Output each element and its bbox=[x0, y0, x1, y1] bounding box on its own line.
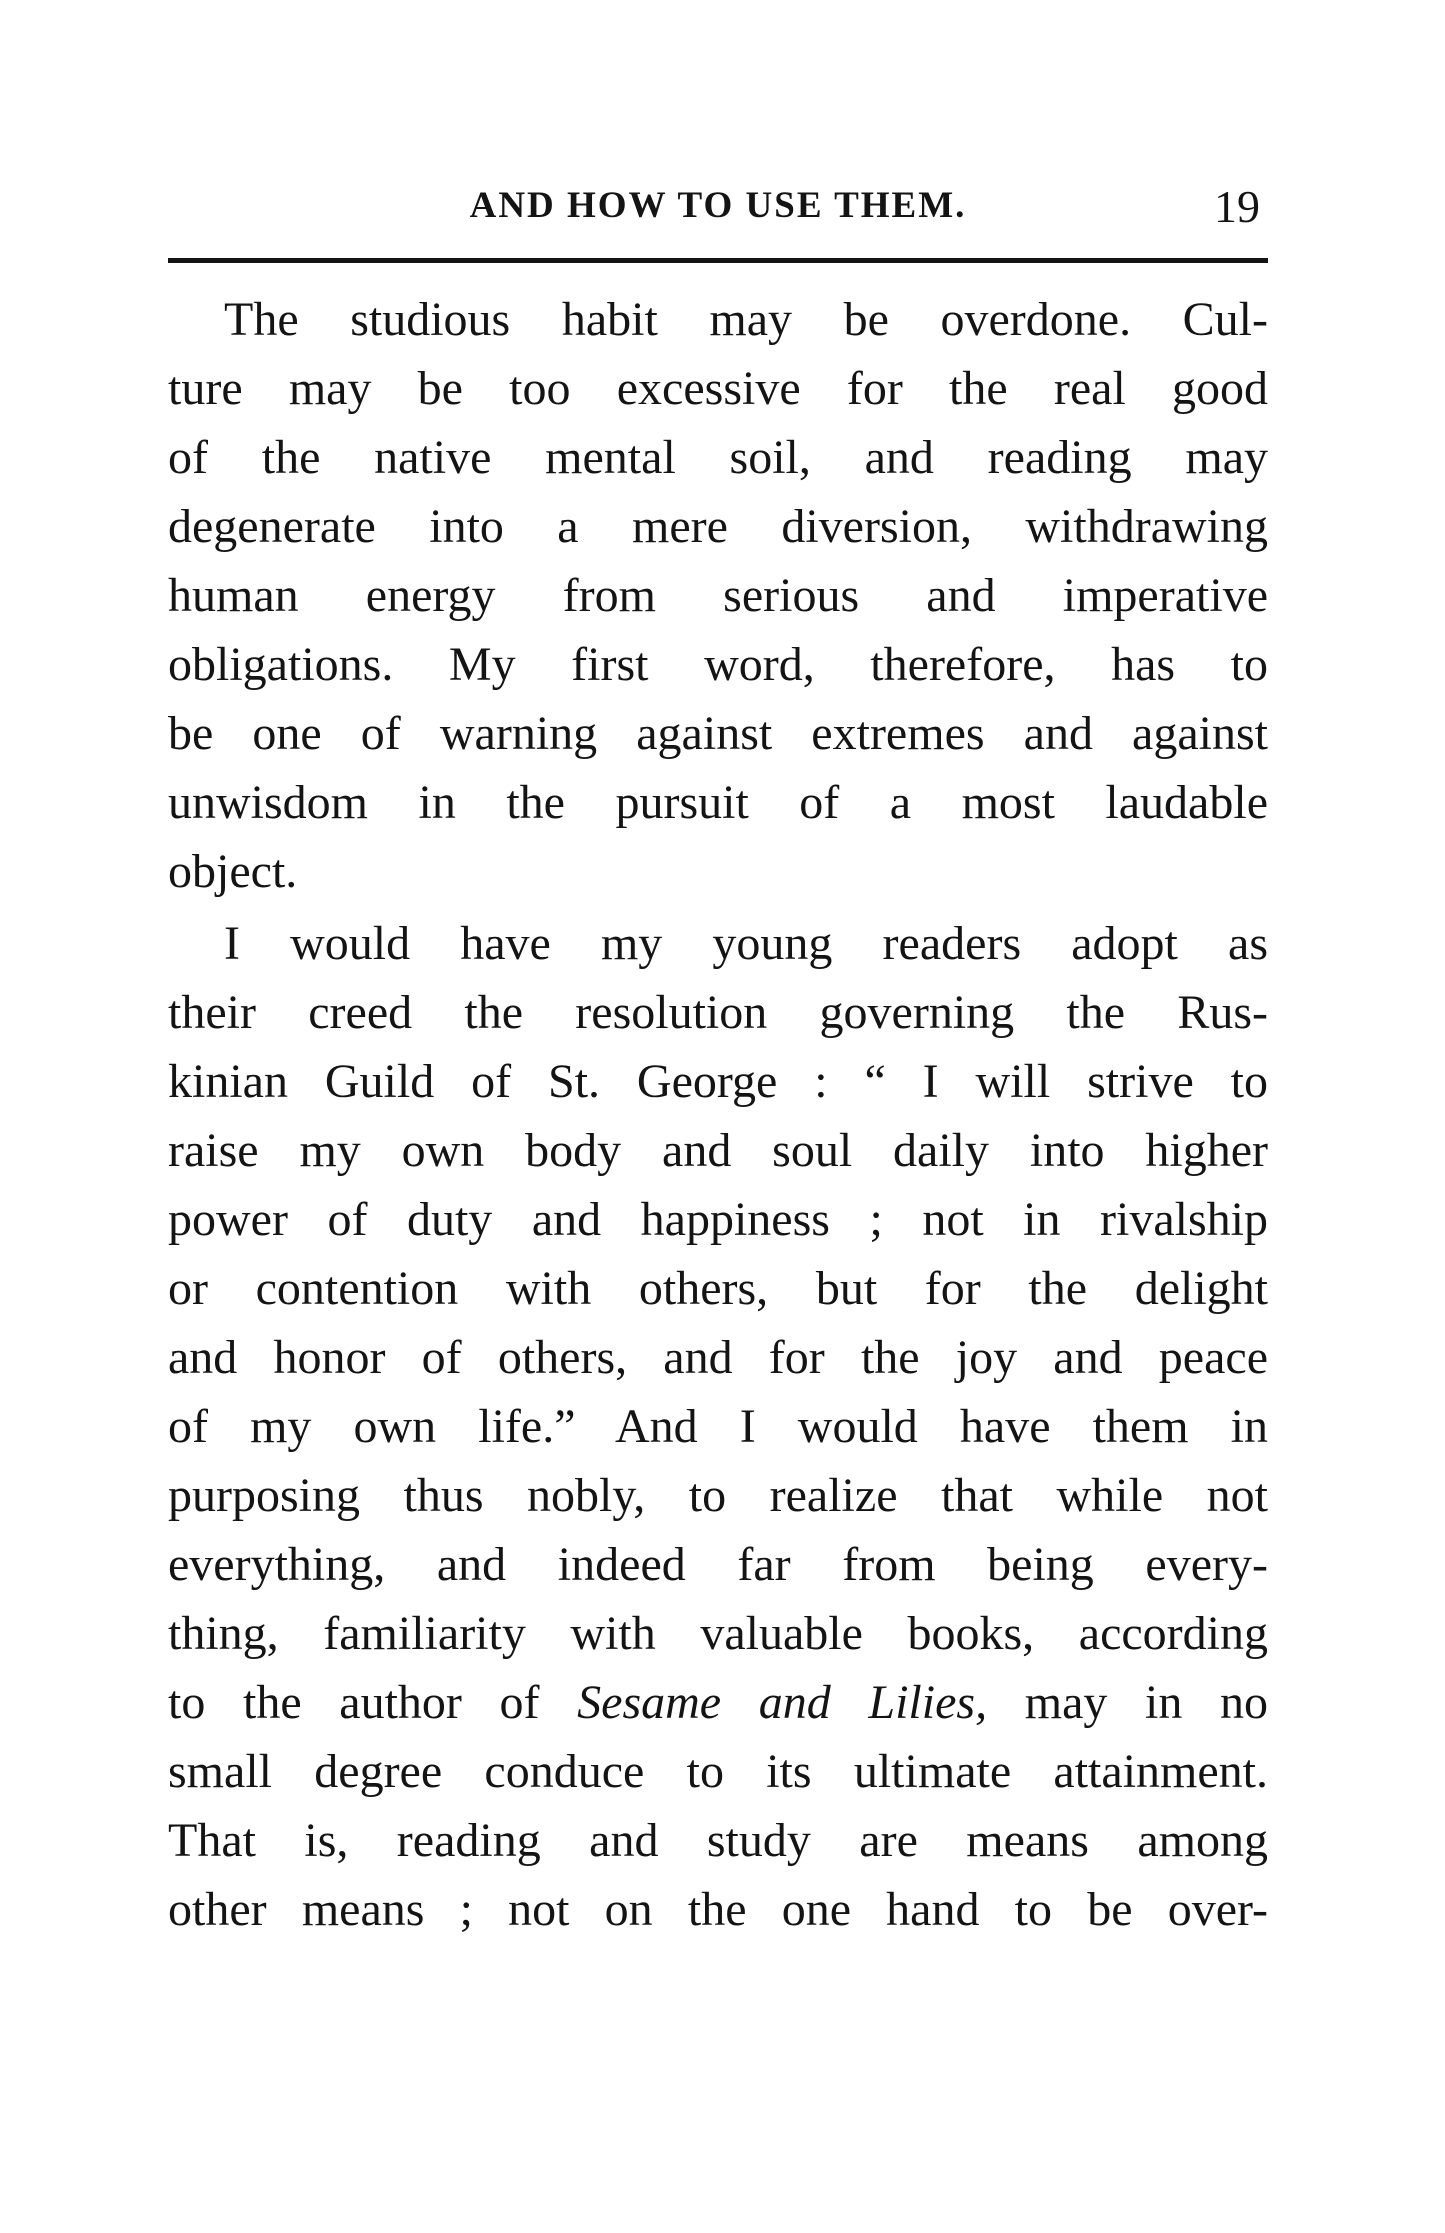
text-line: The studious habit may be overdone. Cul- bbox=[224, 293, 1268, 346]
paragraph-1 bbox=[168, 285, 1268, 906]
text-line: object. bbox=[168, 845, 298, 898]
text-line: degenerate into a mere diversion, withdrawing bbox=[168, 500, 1268, 553]
paragraph-2 bbox=[168, 909, 1268, 1944]
text-line: That is, reading and study are means among bbox=[168, 1814, 1268, 1867]
text-line: be one of warning against extremes and against bbox=[168, 707, 1268, 760]
line-segment: to the author of bbox=[168, 1676, 578, 1729]
text-line: small degree conduce to its ultimate attainment. bbox=[168, 1745, 1268, 1798]
text-line: purposing thus nobly, to realize that while not bbox=[168, 1469, 1268, 1522]
text-line: of the native mental soil, and reading may bbox=[168, 431, 1268, 484]
text-line-with-title bbox=[168, 1668, 1268, 1737]
header-rule bbox=[168, 258, 1268, 263]
text-line: everything, and indeed far from being every- bbox=[168, 1538, 1268, 1591]
body-text bbox=[168, 285, 1268, 1944]
text-line: obligations. My first word, therefore, has to bbox=[168, 638, 1268, 691]
text-line: of my own life.” And I would have them in bbox=[168, 1400, 1268, 1453]
text-line: human energy from serious and imperative bbox=[168, 569, 1268, 622]
running-title: AND HOW TO USE THEM. bbox=[469, 185, 967, 226]
text-line: or contention with others, but for the delight bbox=[168, 1262, 1268, 1315]
text-line: their creed the resolution governing the Rus- bbox=[168, 986, 1268, 1039]
text-line: and honor of others, and for the joy and peace bbox=[168, 1331, 1268, 1384]
book-title: Sesame and Lilies, bbox=[577, 1676, 988, 1729]
text-line: I would have my young readers adopt as bbox=[224, 917, 1268, 970]
text-line: ture may be too excessive for the real good bbox=[168, 362, 1268, 415]
running-head bbox=[168, 178, 1268, 238]
page-number: 19 bbox=[1214, 181, 1260, 232]
text-line: thing, familiarity with valuable books, according bbox=[168, 1607, 1268, 1660]
text-line: raise my own body and soul daily into higher bbox=[168, 1124, 1268, 1177]
text-line: other means ; not on the one hand to be over- bbox=[168, 1883, 1268, 1936]
text-line: power of duty and happiness ; not in rivalship bbox=[168, 1193, 1268, 1246]
text-line: unwisdom in the pursuit of a most laudable bbox=[168, 776, 1268, 829]
line-segment: may in no bbox=[987, 1676, 1268, 1729]
text-line: kinian Guild of St. George : “ I will strive to bbox=[168, 1055, 1268, 1108]
